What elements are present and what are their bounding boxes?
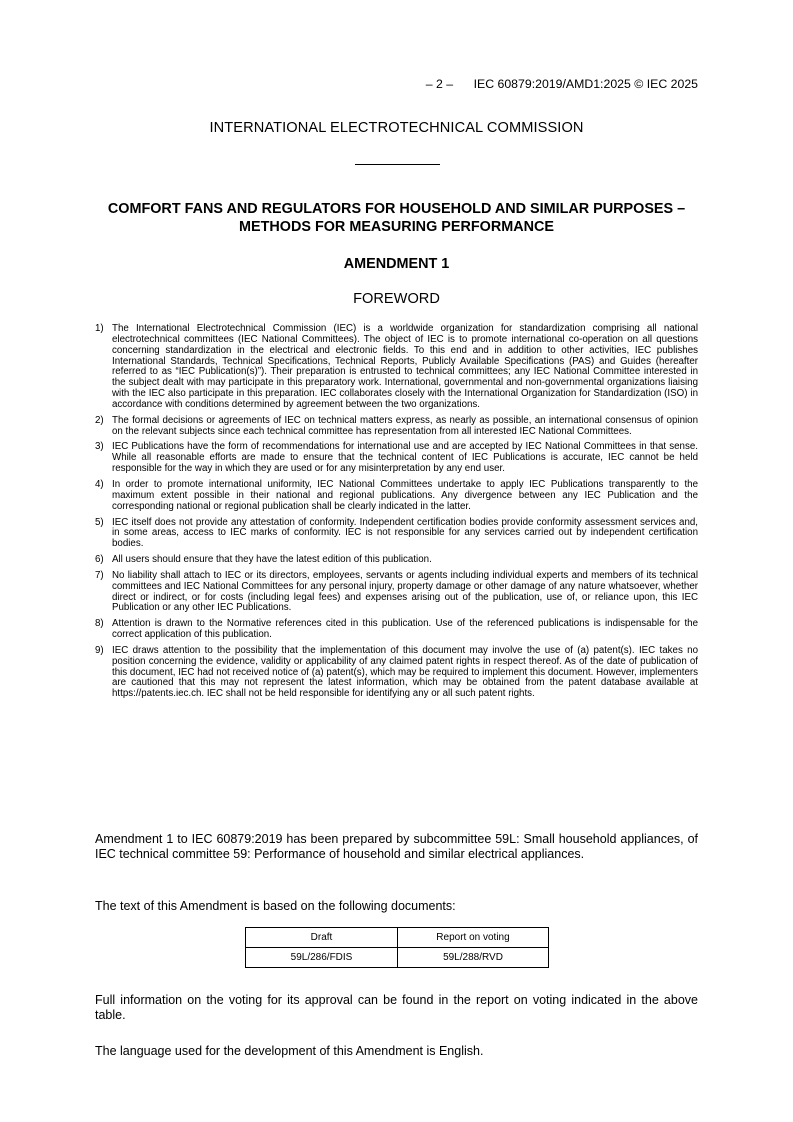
foreword-clause-7 [95, 571, 698, 614]
column-header-report-on-voting: Report on voting [398, 928, 549, 948]
foreword-clause-8 [95, 619, 698, 641]
clause-number: 9) [95, 644, 104, 656]
voting-info-paragraph: Full information on the voting for its approval can be found in the report on voting indicated in the above table. [95, 993, 698, 1022]
foreword-clause-5 [95, 518, 698, 551]
report-on-voting-cell: 59L/288/RVD [398, 948, 549, 968]
clause-text: The International Electrotechnical Commission (IEC) is a worldwide organization for standardization comprising all national electrotechnical committees (IEC National Committees). The object of IEC is to promote international co-operation on all questions concerning standardization in the electrical and electronic fields. To this end and in addition to other activities, IEC publishes International Standards, Technical Specifications, Technical Reports, Publicly Available Specifications (PAS) and Guides (hereafter referred to as “IEC Publication(s)”). Their preparation is entrusted to technical committees; any IEC National Committee interested in the subject dealt with may participate in this preparatory work. International, governmental and non-governmental organizations liaising with the IEC also participate in this preparation. IEC collaborates closely with the International Organization for Standardization (ISO) in accordance with conditions determined by agreement between the two organizations. [112, 323, 698, 410]
clause-text: All users should ensure that they have the latest edition of this publication. [112, 554, 432, 566]
clause-number: 4) [95, 478, 104, 490]
foreword-heading: FOREWORD [353, 291, 440, 307]
organization-name: INTERNATIONAL ELECTROTECHNICAL COMMISSION [209, 120, 584, 136]
clause-text: IEC Publications have the form of recommendations for international use and are accepted by IEC National Committees in that sense. While all reasonable efforts are made to ensure that the technical content of IEC Publications is accurate, IEC cannot be held responsible for the way in which they are used or for any misinterpretation by any end user. [112, 441, 698, 475]
clause-text: No liability shall attach to IEC or its directors, employees, servants or agents including individual experts and members of its technical committees and IEC National Committees for any personal injury, property damage or other damage of any nature whatsoever, whether direct or indirect, or for costs (including legal fees) and expenses arising out of the publication, use of, or reliance upon, this IEC Publication or any other IEC Publications. [112, 569, 698, 614]
foreword-clause-2 [95, 416, 698, 438]
clause-number: 6) [95, 554, 104, 566]
table-row [246, 948, 549, 968]
clause-number: 3) [95, 441, 104, 453]
document-reference: IEC 60879:2019/AMD1:2025 © IEC 2025 [473, 77, 698, 91]
language-paragraph: The language used for the development of this Amendment is English. [95, 1044, 484, 1058]
document-title: COMFORT FANS AND REGULATORS FOR HOUSEHOLD AND SIMILAR PURPOSES – METHODS FOR MEASURING PERFORMANCE [107, 201, 686, 235]
clause-number: 7) [95, 569, 104, 581]
table-header-row [246, 928, 549, 948]
foreword-clause-6 [95, 555, 698, 566]
page-number: – 2 – [425, 77, 454, 91]
clause-text: IEC itself does not provide any attestation of conformity. Independent certification bodies provide conformity assessment services and, in some areas, access to IEC marks of conformity. IEC is not responsible for any services carried out by independent certification bodies. [112, 516, 698, 550]
column-header-draft: Draft [246, 928, 398, 948]
clause-number: 8) [95, 618, 104, 630]
title-divider [355, 164, 440, 165]
clause-number: 1) [95, 323, 104, 334]
clause-number: 2) [95, 414, 104, 426]
clause-text: IEC draws attention to the possibility that the implementation of this document may involve the use of (a) patent(s). IEC takes no position concerning the evidence, validity or applicability of any claimed patent rights in respect thereof. As of the date of publication of this document, IEC had not received notice of (a) patent(s), which may be required to implement this document. However, implementers are cautioned that this may not represent the latest information, which may be obtained from the patent database available at https://patents.iec.ch. IEC shall not be held responsible for identifying any or all such patent rights. [112, 644, 698, 700]
clause-text: In order to promote international uniformity, IEC National Committees undertake to apply IEC Publications transparently to the maximum extent possible in their national and regional publications. Any divergence between any IEC Publication and the corresponding national or regional publication shall be clearly indicated in the latter. [112, 478, 698, 512]
draft-cell: 59L/286/FDIS [246, 948, 398, 968]
documents-table [245, 927, 549, 968]
amendment-heading: AMENDMENT 1 [343, 256, 450, 272]
foreword-clause-4 [95, 480, 698, 513]
clause-text: The formal decisions or agreements of IEC on technical matters express, as nearly as possible, an international consensus of opinion on the relevant subjects since each technical committee has representation from all interested IEC National Committees. [112, 414, 698, 437]
foreword-clause-1 [95, 324, 698, 411]
clause-number: 5) [95, 516, 104, 528]
based-on-paragraph: The text of this Amendment is based on the following documents: [95, 899, 456, 913]
page-header [426, 77, 698, 91]
foreword-clause-3 [95, 442, 698, 475]
prepared-by-paragraph: Amendment 1 to IEC 60879:2019 has been prepared by subcommittee 59L: Small household appliances, of IEC technical committee 59: Performance of household and similar electrical appliances. [95, 832, 698, 861]
foreword-clause-9 [95, 646, 698, 700]
foreword-clauses [95, 324, 698, 705]
clause-text: Attention is drawn to the Normative references cited in this publication. Use of the referenced publications is indispensable for the correct application of this publication. [112, 618, 698, 641]
